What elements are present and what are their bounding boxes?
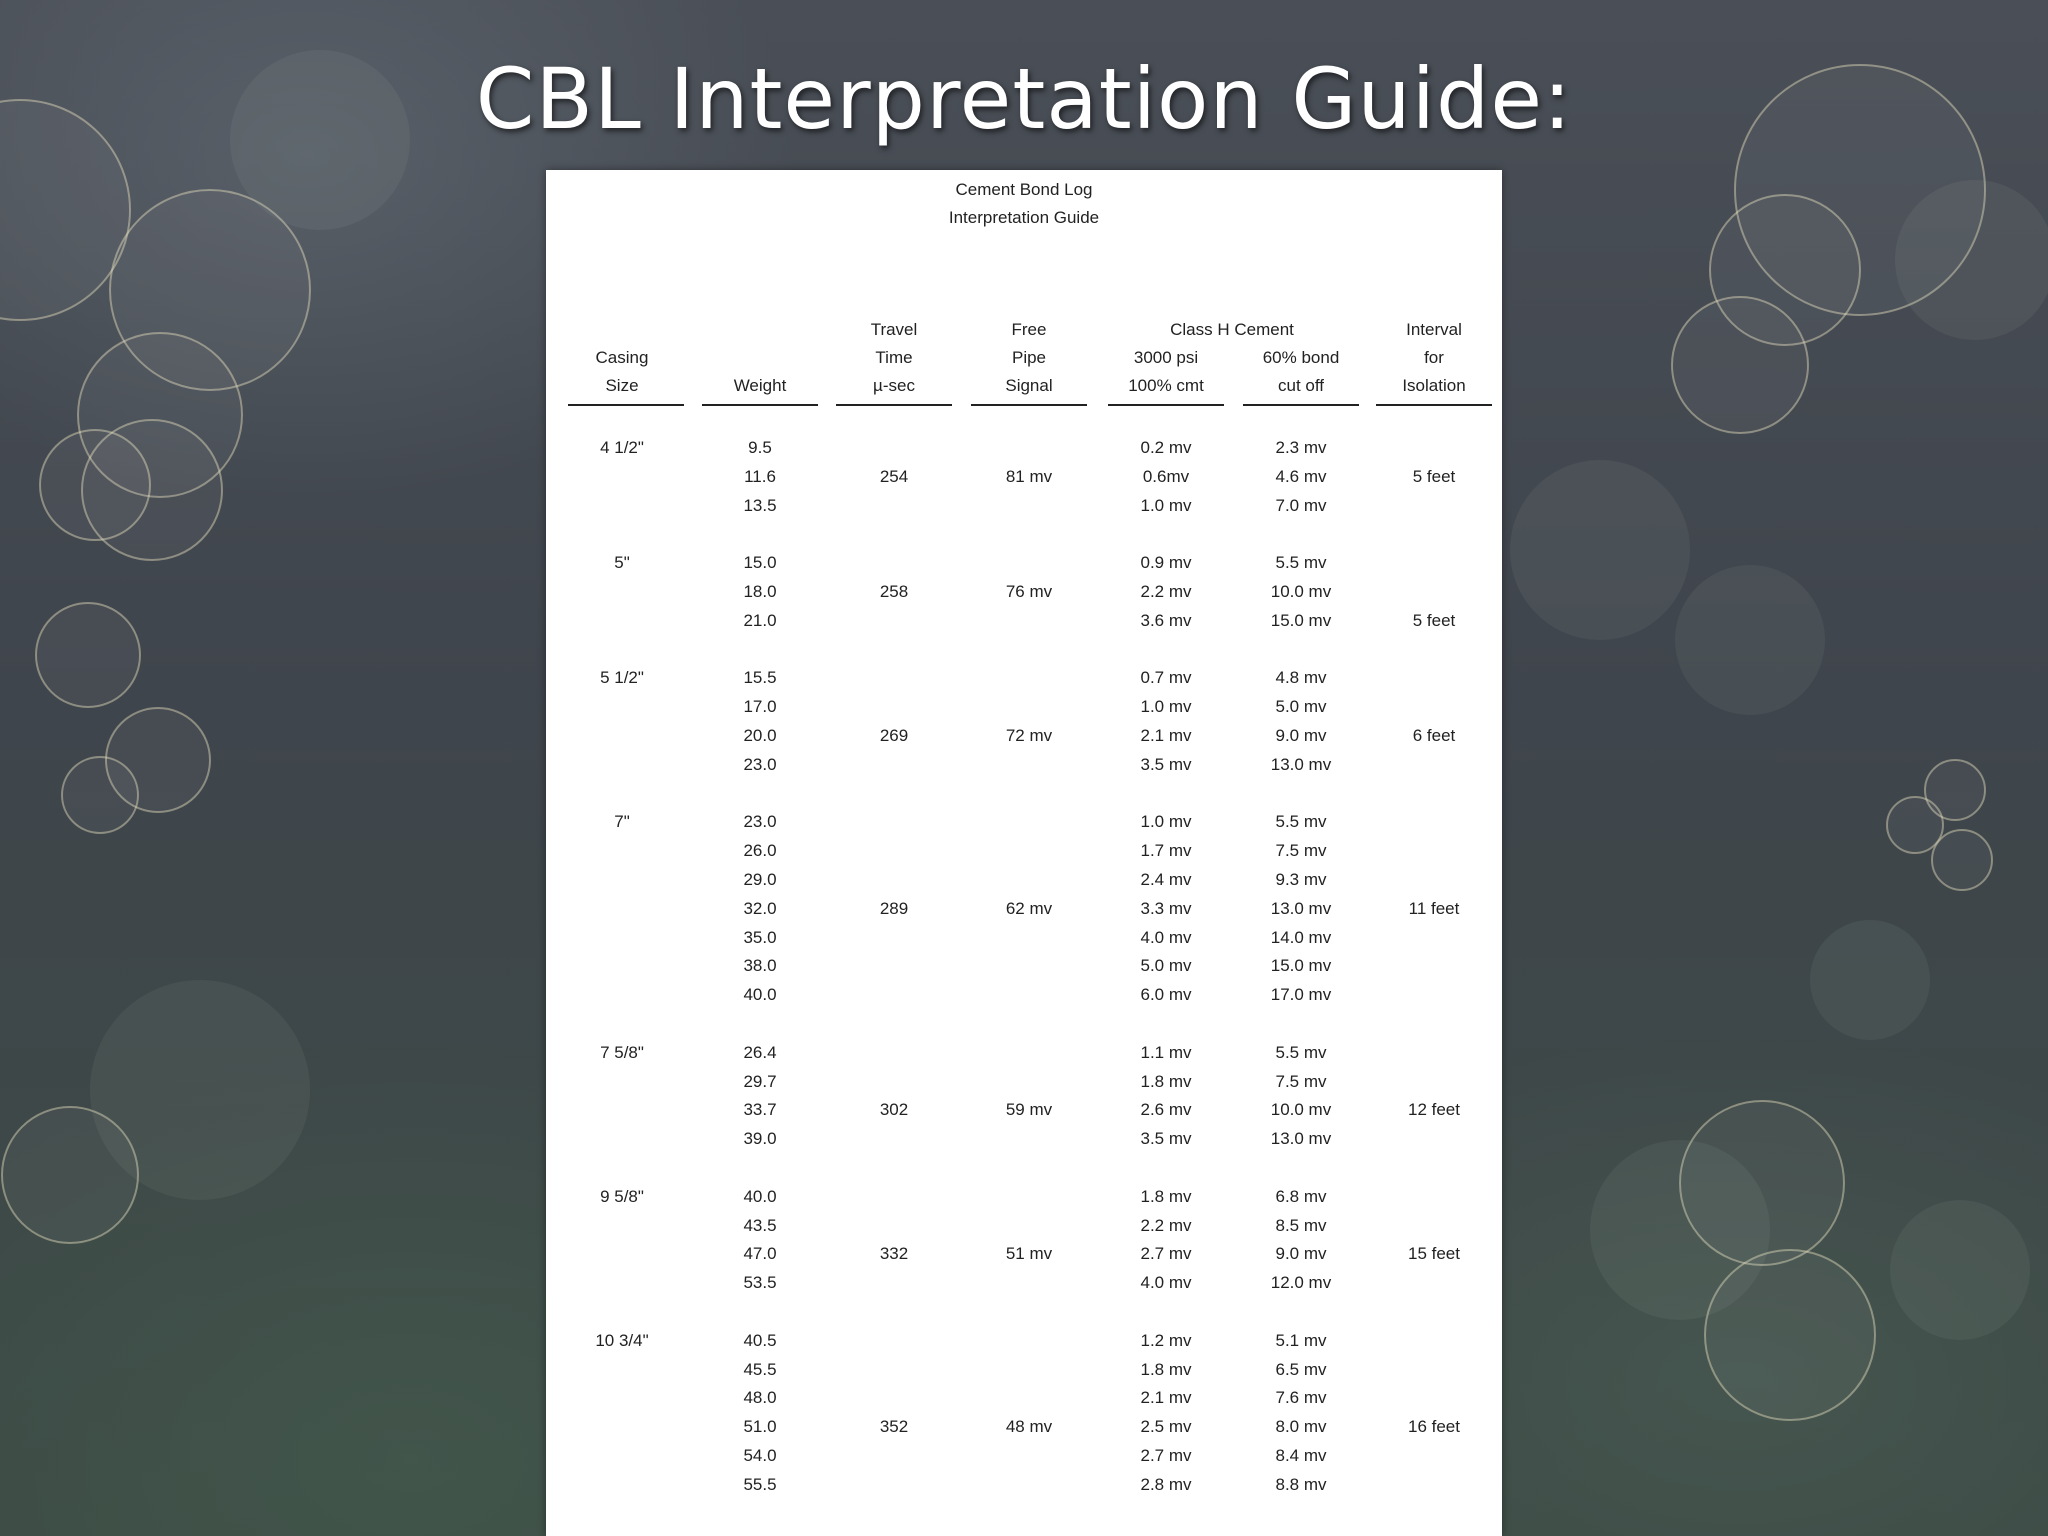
travel-time-value: 332 [879,1244,909,1264]
weight-value: 35.0 [743,927,777,947]
psi-3000-value: 2.6 mv [1140,1100,1192,1120]
bond-60-value: 8.4 mv [1275,1446,1327,1465]
bond-60-value: 14.0 mv [1270,927,1332,947]
psi-3000-value: 5.0 mv [1140,956,1192,976]
bond-60-value: 4.6 mv [1275,466,1327,486]
free-pipe-value: 59 mv [1005,1100,1053,1120]
psi-3000-value: 3.5 mv [1140,754,1192,774]
psi-3000-value: 1.7 mv [1140,841,1192,861]
interval-value: 12 feet [1408,1100,1460,1120]
interval-value: 15 feet [1408,1244,1460,1264]
interval-value: 6 feet [1412,726,1456,745]
weight-value: 55.5 [743,1474,777,1494]
free-pipe-value: 76 mv [1005,582,1053,601]
header-underline [702,404,818,406]
bond-60-value: 15.0 mv [1270,610,1332,630]
interval-value: 5 feet [1412,466,1456,486]
bond-60-value: 5.5 mv [1275,812,1327,832]
bond-60-value: 7.5 mv [1275,1071,1327,1091]
weight-value: 20.0 [743,726,777,745]
weight-value: 43.5 [743,1215,777,1235]
bond-60-value: 10.0 mv [1270,1100,1332,1120]
weight-value: 39.0 [743,1129,777,1149]
weight-value: 13.5 [743,495,777,515]
weight-value: 15.0 [743,553,777,573]
travel-time-value: 269 [879,726,909,745]
psi-3000-value: 4.0 mv [1140,1273,1192,1293]
header-underline [971,404,1087,406]
psi-3000-value: 2.7 mv [1140,1446,1192,1465]
document-title-line1: Cement Bond Log [955,180,1093,199]
bond-60-value: 8.8 mv [1275,1474,1327,1494]
weight-value: 45.5 [743,1359,777,1379]
bond-60-value: 5.0 mv [1275,697,1327,717]
bond-60-value: 15.0 mv [1270,956,1332,976]
weight-value: 21.0 [743,610,777,630]
interval-value: 16 feet [1408,1417,1460,1437]
psi-3000-value: 2.8 mv [1140,1474,1192,1494]
free-pipe-value: 51 mv [1005,1244,1053,1264]
bond-60-value: 13.0 mv [1270,1129,1332,1149]
travel-time-value: 258 [879,582,909,601]
psi-3000-value: 2.5 mv [1140,1417,1192,1437]
weight-value: 29.7 [743,1071,777,1091]
bond-60-value: 12.0 mv [1270,1273,1332,1293]
weight-value: 18.0 [743,582,777,601]
header-60-bond-line2: cut off [1278,376,1324,395]
travel-time-value: 254 [879,466,909,486]
bond-60-value: 9.0 mv [1275,726,1327,745]
bond-60-value: 13.0 mv [1270,754,1332,774]
slide-title: CBL Interpretation Guide: [475,50,1573,148]
weight-value: 26.0 [743,841,777,861]
travel-time-value: 352 [879,1417,909,1437]
free-pipe-value: 72 mv [1005,726,1053,745]
psi-3000-value: 1.0 mv [1140,697,1192,717]
weight-value: 54.0 [743,1446,777,1465]
psi-3000-value: 1.0 mv [1140,495,1192,515]
bond-60-value: 7.5 mv [1275,841,1327,861]
psi-3000-value: 2.1 mv [1140,1388,1192,1408]
psi-3000-value: 0.2 mv [1140,438,1192,457]
weight-value: 53.5 [743,1273,777,1293]
header-underline [1376,404,1492,406]
weight-value: 47.0 [743,1244,777,1264]
psi-3000-value: 2.7 mv [1140,1244,1192,1264]
psi-3000-value: 1.0 mv [1140,812,1192,832]
weight-value: 32.0 [743,898,777,918]
psi-3000-value: 0.6mv [1142,466,1190,486]
bond-60-value: 5.5 mv [1275,1042,1327,1062]
header-3000-psi-line2: 100% cmt [1128,376,1204,395]
psi-3000-value: 0.9 mv [1140,553,1192,573]
header-casing-size-line2: Size [605,376,639,395]
weight-value: 40.5 [743,1330,777,1350]
header-travel-time-line2: Time [875,348,913,367]
weight-value: 38.0 [743,956,777,976]
header-free-pipe-signal-line3: Signal [1005,376,1053,395]
header-3000-psi-line1: 3000 psi [1133,348,1199,367]
psi-3000-value: 2.2 mv [1140,582,1192,601]
casing-size: 5" [614,553,630,573]
bond-60-value: 9.3 mv [1275,870,1327,889]
free-pipe-value: 81 mv [1005,466,1053,486]
psi-3000-value: 4.0 mv [1140,927,1192,947]
travel-time-value: 289 [879,898,909,918]
bond-60-value: 6.8 mv [1275,1186,1327,1206]
header-class-h-cement: Class H Cement [1170,320,1294,339]
bond-60-value: 5.5 mv [1275,553,1327,573]
weight-value: 51.0 [743,1417,777,1437]
bond-60-value: 5.1 mv [1275,1330,1327,1350]
bond-60-value: 7.0 mv [1275,495,1327,515]
header-interval-isolation-line2: for [1424,348,1444,367]
casing-size: 9 5/8" [600,1186,644,1206]
header-free-pipe-signal-line2: Pipe [1011,348,1047,367]
casing-size: 10 3/4" [595,1330,649,1350]
bond-60-value: 7.6 mv [1275,1388,1327,1408]
psi-3000-value: 6.0 mv [1140,985,1192,1005]
weight-value: 40.0 [743,1186,777,1206]
header-interval-isolation-line1: Interval [1406,320,1462,339]
casing-size: 5 1/2" [600,668,644,688]
bond-60-value: 6.5 mv [1275,1359,1327,1379]
weight-value: 48.0 [743,1388,777,1408]
psi-3000-value: 0.7 mv [1140,668,1192,688]
psi-3000-value: 3.6 mv [1140,610,1192,630]
psi-3000-value: 2.4 mv [1140,870,1192,889]
header-weight-line1: Weight [733,376,787,395]
weight-value: 33.7 [743,1100,777,1120]
casing-size: 7 5/8" [600,1042,644,1062]
psi-3000-value: 1.8 mv [1140,1186,1192,1206]
casing-size: 7" [614,812,630,832]
weight-value: 23.0 [743,754,777,774]
weight-value: 17.0 [743,697,777,717]
header-casing-size-line1: Casing [595,348,649,367]
header-interval-isolation-line3: Isolation [1402,376,1466,395]
travel-time-value: 302 [879,1100,909,1120]
weight-value: 23.0 [743,812,777,832]
psi-3000-value: 1.8 mv [1140,1359,1192,1379]
header-travel-time-line3: µ-sec [873,376,915,395]
bond-60-value: 13.0 mv [1270,898,1332,918]
interval-value: 11 feet [1408,898,1460,918]
weight-value: 9.5 [748,438,772,457]
psi-3000-value: 2.2 mv [1140,1215,1192,1235]
psi-3000-value: 3.5 mv [1140,1129,1192,1149]
weight-value: 11.6 [744,466,776,486]
psi-3000-value: 1.8 mv [1140,1071,1192,1091]
psi-3000-value: 1.1 mv [1140,1042,1192,1062]
weight-value: 15.5 [743,668,777,688]
psi-3000-value: 3.3 mv [1140,898,1192,918]
casing-size: 4 1/2" [600,438,644,457]
free-pipe-value: 62 mv [1005,898,1053,918]
header-60-bond-line1: 60% bond [1262,348,1340,367]
bond-60-value: 10.0 mv [1270,582,1332,601]
bond-60-value: 9.0 mv [1275,1244,1327,1264]
bond-60-value: 17.0 mv [1270,985,1332,1005]
weight-value: 40.0 [743,985,777,1005]
bond-60-value: 4.8 mv [1275,668,1327,688]
psi-3000-value: 2.1 mv [1140,726,1192,745]
header-underline [568,404,684,406]
weight-value: 26.4 [743,1042,777,1062]
header-free-pipe-signal-line1: Free [1011,320,1047,339]
bond-60-value: 8.0 mv [1275,1417,1327,1437]
header-travel-time-line1: Travel [870,320,918,339]
header-underline [1243,404,1359,406]
header-underline [836,404,952,406]
interval-value: 5 feet [1412,610,1456,630]
bond-60-value: 2.3 mv [1275,438,1327,457]
document-title-line2: Interpretation Guide [948,208,1100,227]
bond-60-value: 8.5 mv [1275,1215,1327,1235]
free-pipe-value: 48 mv [1005,1417,1053,1437]
weight-value: 29.0 [743,870,777,889]
psi-3000-value: 1.2 mv [1140,1330,1192,1350]
interpretation-guide-document [546,170,1502,1536]
header-underline [1108,404,1224,406]
